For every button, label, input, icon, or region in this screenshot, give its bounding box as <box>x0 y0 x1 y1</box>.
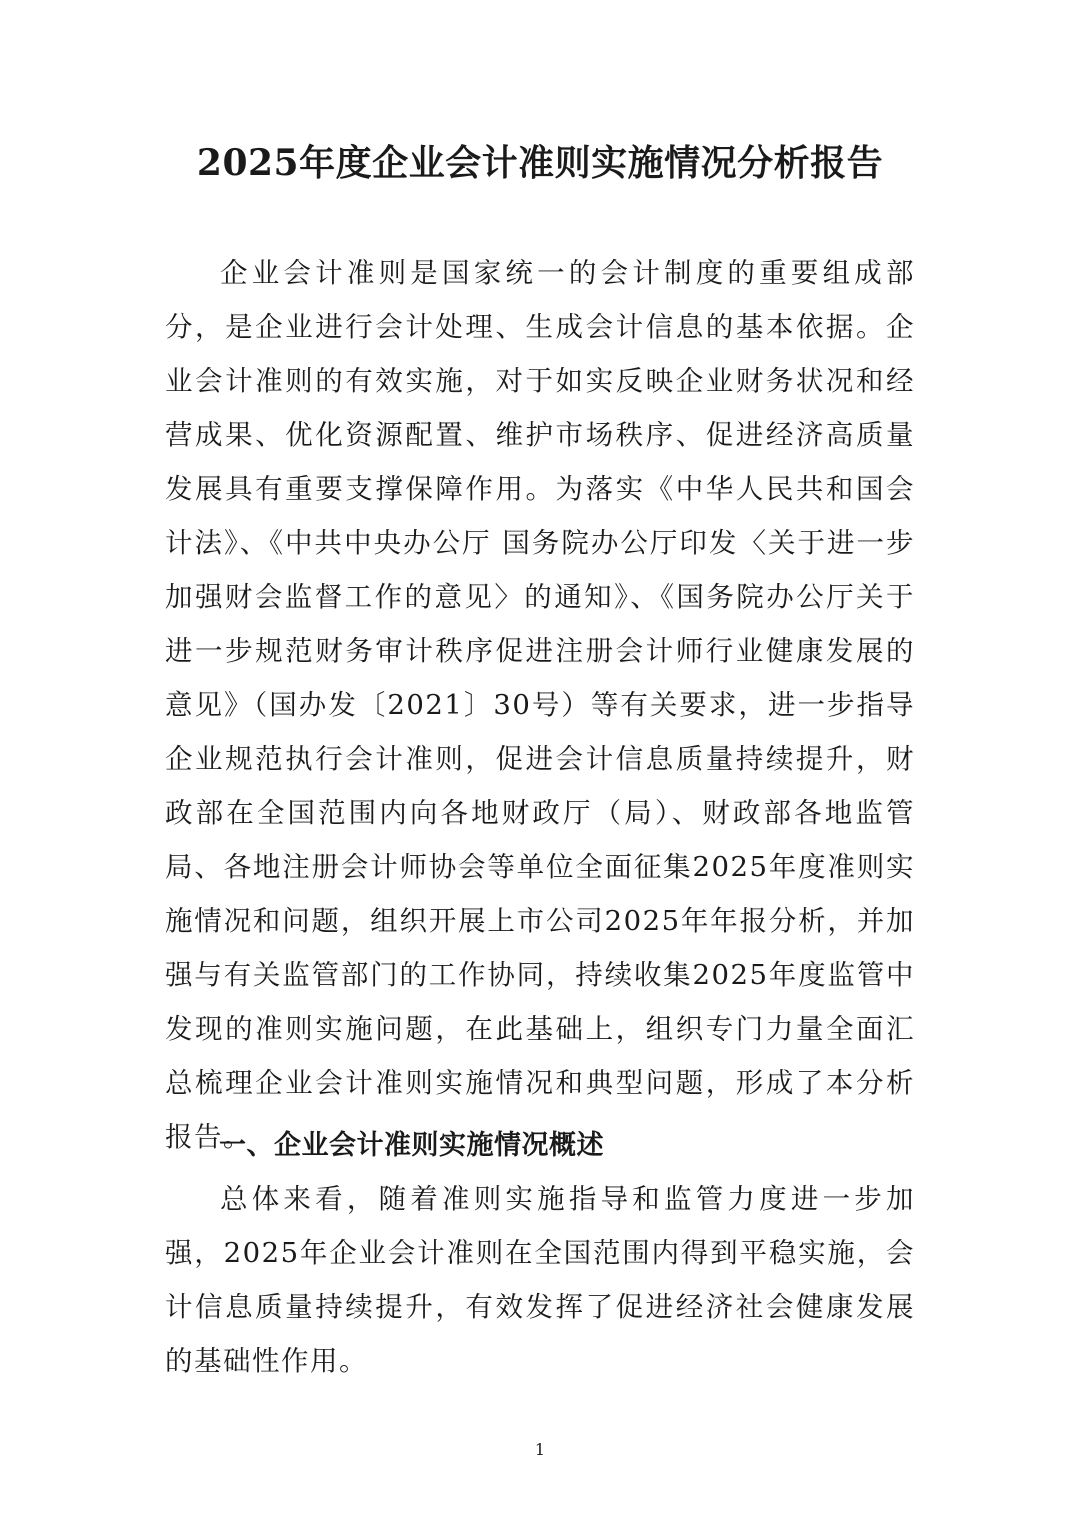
section-heading: 一、企业会计准则实施情况概述 <box>219 1130 604 1161</box>
document-title: 2025年度企业会计准则实施情况分析报告 <box>196 142 884 184</box>
intro-paragraph: 企业会计准则是国家统一的会计制度的重要组成部分，是企业进行会计处理、生成会计信息的基本依据。企业会计准则的有效实施，对于如实反映企业财务状况和经营成果、优化资源配置、维护市场秩序、促进经济高质量发展具有重要支撑保障作用。为落实《中华人民共和国会计法》、《中共中央办公厅 国务院办公厅印发〈关于进一步加强财会监督工作的意见〉的通知》、《国务院办公厅关于进一步规范财务审计秩序促进注册会计师行业健康发展的意见》（国办发〔2021〕30号）等有关要求，进一步指导企业规范执行会计准则，促进会计信息质量持续提升，财政部在全国范围内向各地财政厅（局）、财政部各地监管局、各地注册会计师协会等单位全面征集2025年度准则实施情况和问题，组织开展上市公司2025年年报分析，并加强与有关监管部门的工作协同，持续收集2025年度监管中发现的准则实施问题，在此基础上，组织专门力量全面汇总梳理企业会计准则实施情况和典型问题，形成了本分析报告。 <box>165 257 915 1153</box>
page-number: 1 <box>534 1440 546 1459</box>
section-paragraph: 总体来看，随着准则实施指导和监管力度进一步加强，2025年企业会计准则在全国范围内得到平稳实施，会计信息质量持续提升，有效发挥了促进经济社会健康发展的基础性作用。 <box>165 1183 915 1377</box>
